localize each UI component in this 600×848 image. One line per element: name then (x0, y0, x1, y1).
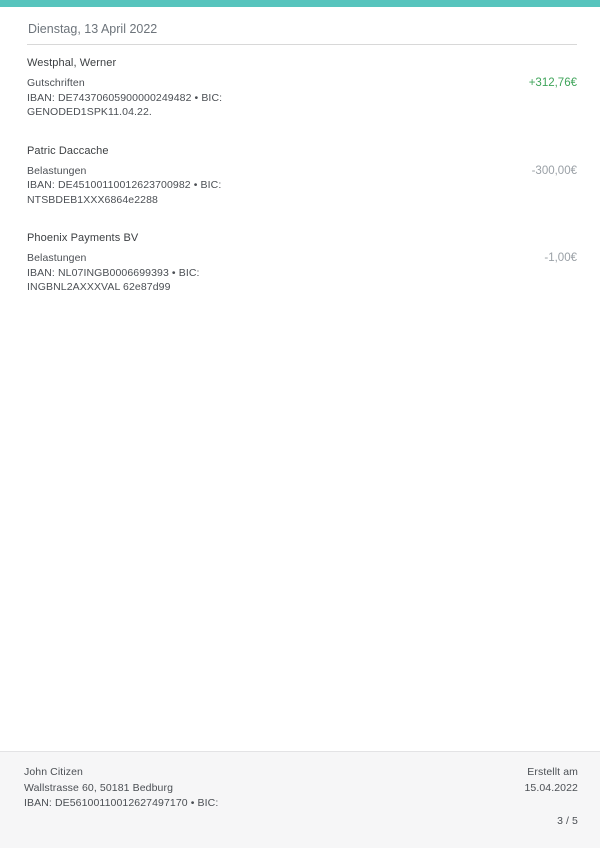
transaction-type: Belastungen (27, 252, 87, 264)
top-accent-bar (0, 0, 600, 7)
transaction-row (27, 231, 577, 295)
transaction-name: Phoenix Payments BV (27, 232, 139, 244)
transaction-name: Patric Daccache (27, 144, 109, 157)
transaction-bic-line: NTSBDEB1XXX6864e2288 (27, 193, 158, 206)
transaction-type: Belastungen (27, 164, 87, 177)
transaction-bic-line: GENODED1SPK11.04.22. (27, 106, 152, 118)
account-holder-name: John Citizen (24, 766, 83, 778)
transaction-details (27, 251, 200, 295)
transaction-details (27, 76, 222, 120)
transaction-details (27, 164, 221, 208)
statement-footer (0, 751, 600, 848)
transaction-iban-line: IBAN: DE74370605900000249482 • BIC: (27, 91, 223, 104)
transaction-type: Gutschriften (27, 77, 85, 89)
created-at-date: 15.04.2022 (524, 781, 578, 794)
transaction-row (27, 144, 577, 208)
account-iban-line: IBAN: DE56100110012627497170 • BIC: (24, 797, 219, 809)
transaction-amount: +312,76€ (528, 77, 577, 89)
created-at-label: Erstellt am (527, 766, 578, 778)
transaction-name: Westphal, Werner (27, 57, 117, 69)
date-heading: Dienstag, 13 April 2022 (27, 16, 577, 45)
transaction-amount: -300,00€ (531, 164, 577, 177)
account-holder-block (24, 765, 218, 848)
transaction-iban-line: IBAN: DE45100110012623700982 • BIC: (27, 179, 222, 191)
transaction-list (27, 45, 577, 295)
transaction-iban-line: IBAN: NL07INGB0006699393 • BIC: (27, 266, 200, 279)
account-holder-address: Wallstrasse 60, 50181 Bedburg (24, 781, 174, 794)
statement-page (0, 7, 600, 295)
transaction-row (27, 56, 577, 120)
transaction-bic-line: INGBNL2AXXXVAL 62e87d99 (27, 281, 171, 293)
page-indicator: 3 / 5 (557, 815, 578, 827)
statement-meta-block (524, 765, 578, 848)
transaction-amount: -1,00€ (544, 252, 577, 264)
